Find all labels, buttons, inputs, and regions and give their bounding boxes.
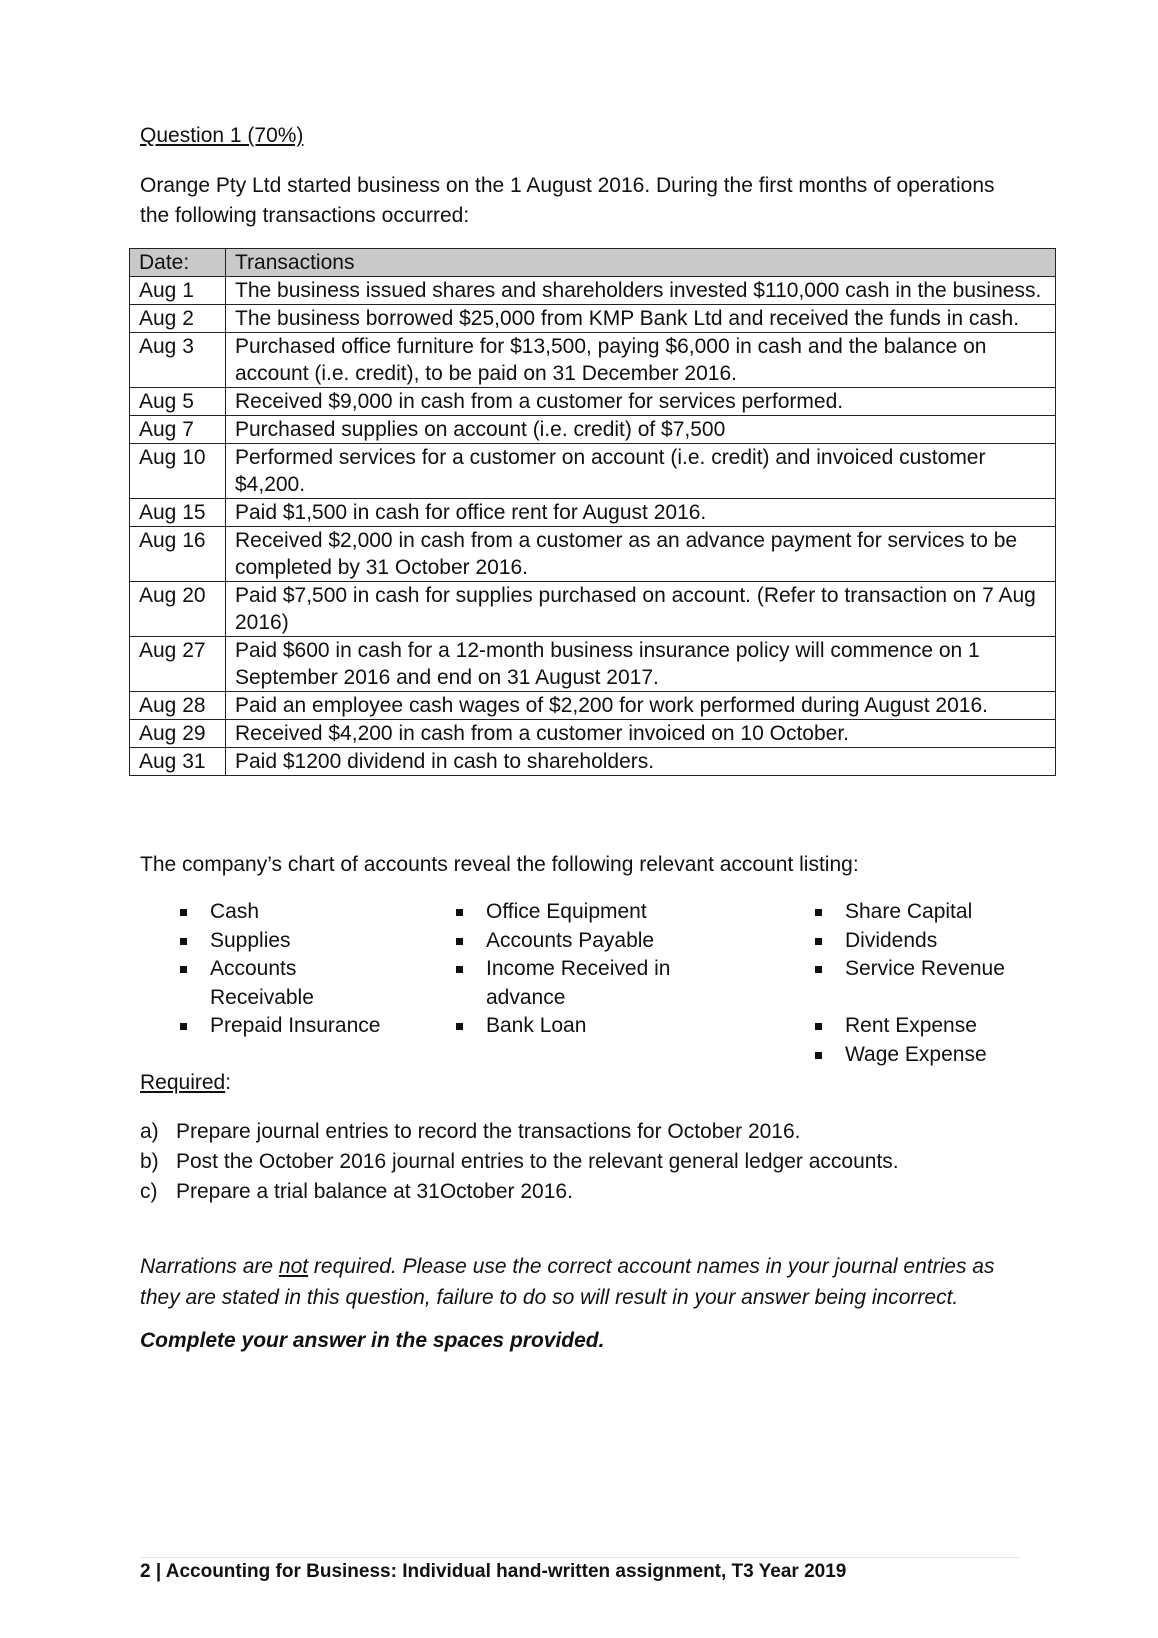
row-transaction: Paid $1200 dividend in cash to shareholders. — [226, 748, 1056, 776]
row-date: Aug 27 — [130, 637, 226, 692]
account-item: Service Revenue — [811, 955, 1031, 984]
table-row — [130, 499, 1056, 527]
note-underlined: not — [278, 1255, 309, 1278]
table-row — [130, 388, 1056, 416]
task-item — [140, 1117, 899, 1147]
note-part-1: Narrations are — [140, 1255, 279, 1278]
row-transaction: Performed services for a customer on account (i.e. credit) and invoiced customer $4,200. — [226, 444, 1056, 499]
transactions-table — [129, 248, 1056, 776]
accounts-column-3 — [811, 898, 1031, 1069]
row-transaction: Paid an employee cash wages of $2,200 for work performed during August 2016. — [226, 692, 1056, 720]
task-label: b) — [140, 1150, 159, 1173]
account-item: Accounts Receivable — [176, 955, 406, 1012]
row-date: Aug 5 — [130, 388, 226, 416]
task-text: Prepare a trial balance at 31October 2016. — [176, 1180, 573, 1203]
table-row — [130, 305, 1056, 333]
row-date: Aug 7 — [130, 416, 226, 444]
instructions-note — [140, 1251, 1020, 1313]
table-row — [130, 527, 1056, 582]
account-item: Prepaid Insurance — [176, 1012, 406, 1041]
row-transaction: Received $9,000 in cash from a customer for services performed. — [226, 388, 1056, 416]
table-row — [130, 720, 1056, 748]
row-date: Aug 31 — [130, 748, 226, 776]
account-item: Share Capital — [811, 898, 1031, 927]
accounts-column-1 — [176, 898, 406, 1041]
row-transaction: Purchased supplies on account (i.e. credit) of $7,500 — [226, 416, 1056, 444]
required-heading — [140, 1071, 231, 1095]
row-date: Aug 29 — [130, 720, 226, 748]
tasks-list — [140, 1117, 899, 1207]
table-row — [130, 692, 1056, 720]
row-transaction: Paid $1,500 in cash for office rent for August 2016. — [226, 499, 1056, 527]
account-item: Bank Loan — [452, 1012, 722, 1041]
accounts-column-2 — [452, 898, 722, 1041]
row-transaction: Paid $7,500 in cash for supplies purchased on account. (Refer to transaction on 7 Aug 2016) — [226, 582, 1056, 637]
row-transaction: Received $2,000 in cash from a customer as an advance payment for services to be completed by 31 October 2016. — [226, 527, 1056, 582]
intro-paragraph: Orange Pty Ltd started business on the 1 August 2016. During the first months of operations the following transactions occurred: — [140, 174, 995, 227]
task-item — [140, 1147, 899, 1177]
account-item: Supplies — [176, 927, 406, 956]
row-transaction: Paid $600 in cash for a 12-month business insurance policy will commence on 1 September 2016 and end on 31 August 2017. — [226, 637, 1056, 692]
table-row — [130, 444, 1056, 499]
row-date: Aug 20 — [130, 582, 226, 637]
footer-divider — [140, 1557, 1020, 1558]
row-transaction: Received $4,200 in cash from a customer invoiced on 10 October. — [226, 720, 1056, 748]
row-date: Aug 3 — [130, 333, 226, 388]
question-title: Question 1 (70%) — [140, 124, 304, 147]
note-part-2: required. Please use the correct account names in your journal entries as they are stated in this question, failure to do so will result in your answer being incorrect. — [140, 1255, 995, 1309]
task-label: c) — [140, 1180, 158, 1203]
row-date: Aug 1 — [130, 277, 226, 305]
task-text: Prepare journal entries to record the transactions for October 2016. — [176, 1120, 801, 1143]
table-row — [130, 582, 1056, 637]
account-item: Office Equipment — [452, 898, 722, 927]
row-date: Aug 28 — [130, 692, 226, 720]
table-row — [130, 333, 1056, 388]
table-row — [130, 637, 1056, 692]
account-item: Wage Expense — [811, 1041, 1031, 1070]
page-footer: 2 | Accounting for Business: Individual hand-written assignment, T3 Year 2019 — [140, 1561, 847, 1582]
row-date: Aug 10 — [130, 444, 226, 499]
table-header-row — [130, 249, 1056, 277]
row-date: Aug 2 — [130, 305, 226, 333]
transactions-header: Transactions — [226, 249, 1056, 277]
task-label: a) — [140, 1120, 159, 1143]
complete-instruction: Complete your answer in the spaces provided. — [140, 1329, 605, 1352]
table-row — [130, 748, 1056, 776]
row-transaction: Purchased office furniture for $13,500, paying $6,000 in cash and the balance on account (i.e. credit), to be paid on 31 December 2016. — [226, 333, 1056, 388]
account-item: Cash — [176, 898, 406, 927]
required-label: Required — [140, 1071, 226, 1094]
table-row — [130, 416, 1056, 444]
date-header: Date: — [130, 249, 226, 277]
account-item: Rent Expense — [811, 1012, 1031, 1041]
account-item: Dividends — [811, 927, 1031, 956]
required-colon: : — [225, 1071, 232, 1094]
row-transaction: The business borrowed $25,000 from KMP Bank Ltd and received the funds in cash. — [226, 305, 1056, 333]
table-row — [130, 277, 1056, 305]
row-date: Aug 15 — [130, 499, 226, 527]
task-item — [140, 1177, 899, 1207]
account-item: Accounts Payable — [452, 927, 722, 956]
chart-of-accounts-intro: The company’s chart of accounts reveal the following relevant account listing: — [140, 853, 859, 876]
row-transaction: The business issued shares and shareholders invested $110,000 cash in the business. — [226, 277, 1056, 305]
row-date: Aug 16 — [130, 527, 226, 582]
task-text: Post the October 2016 journal entries to the relevant general ledger accounts. — [176, 1150, 899, 1173]
account-item: Income Received in advance — [452, 955, 722, 1012]
